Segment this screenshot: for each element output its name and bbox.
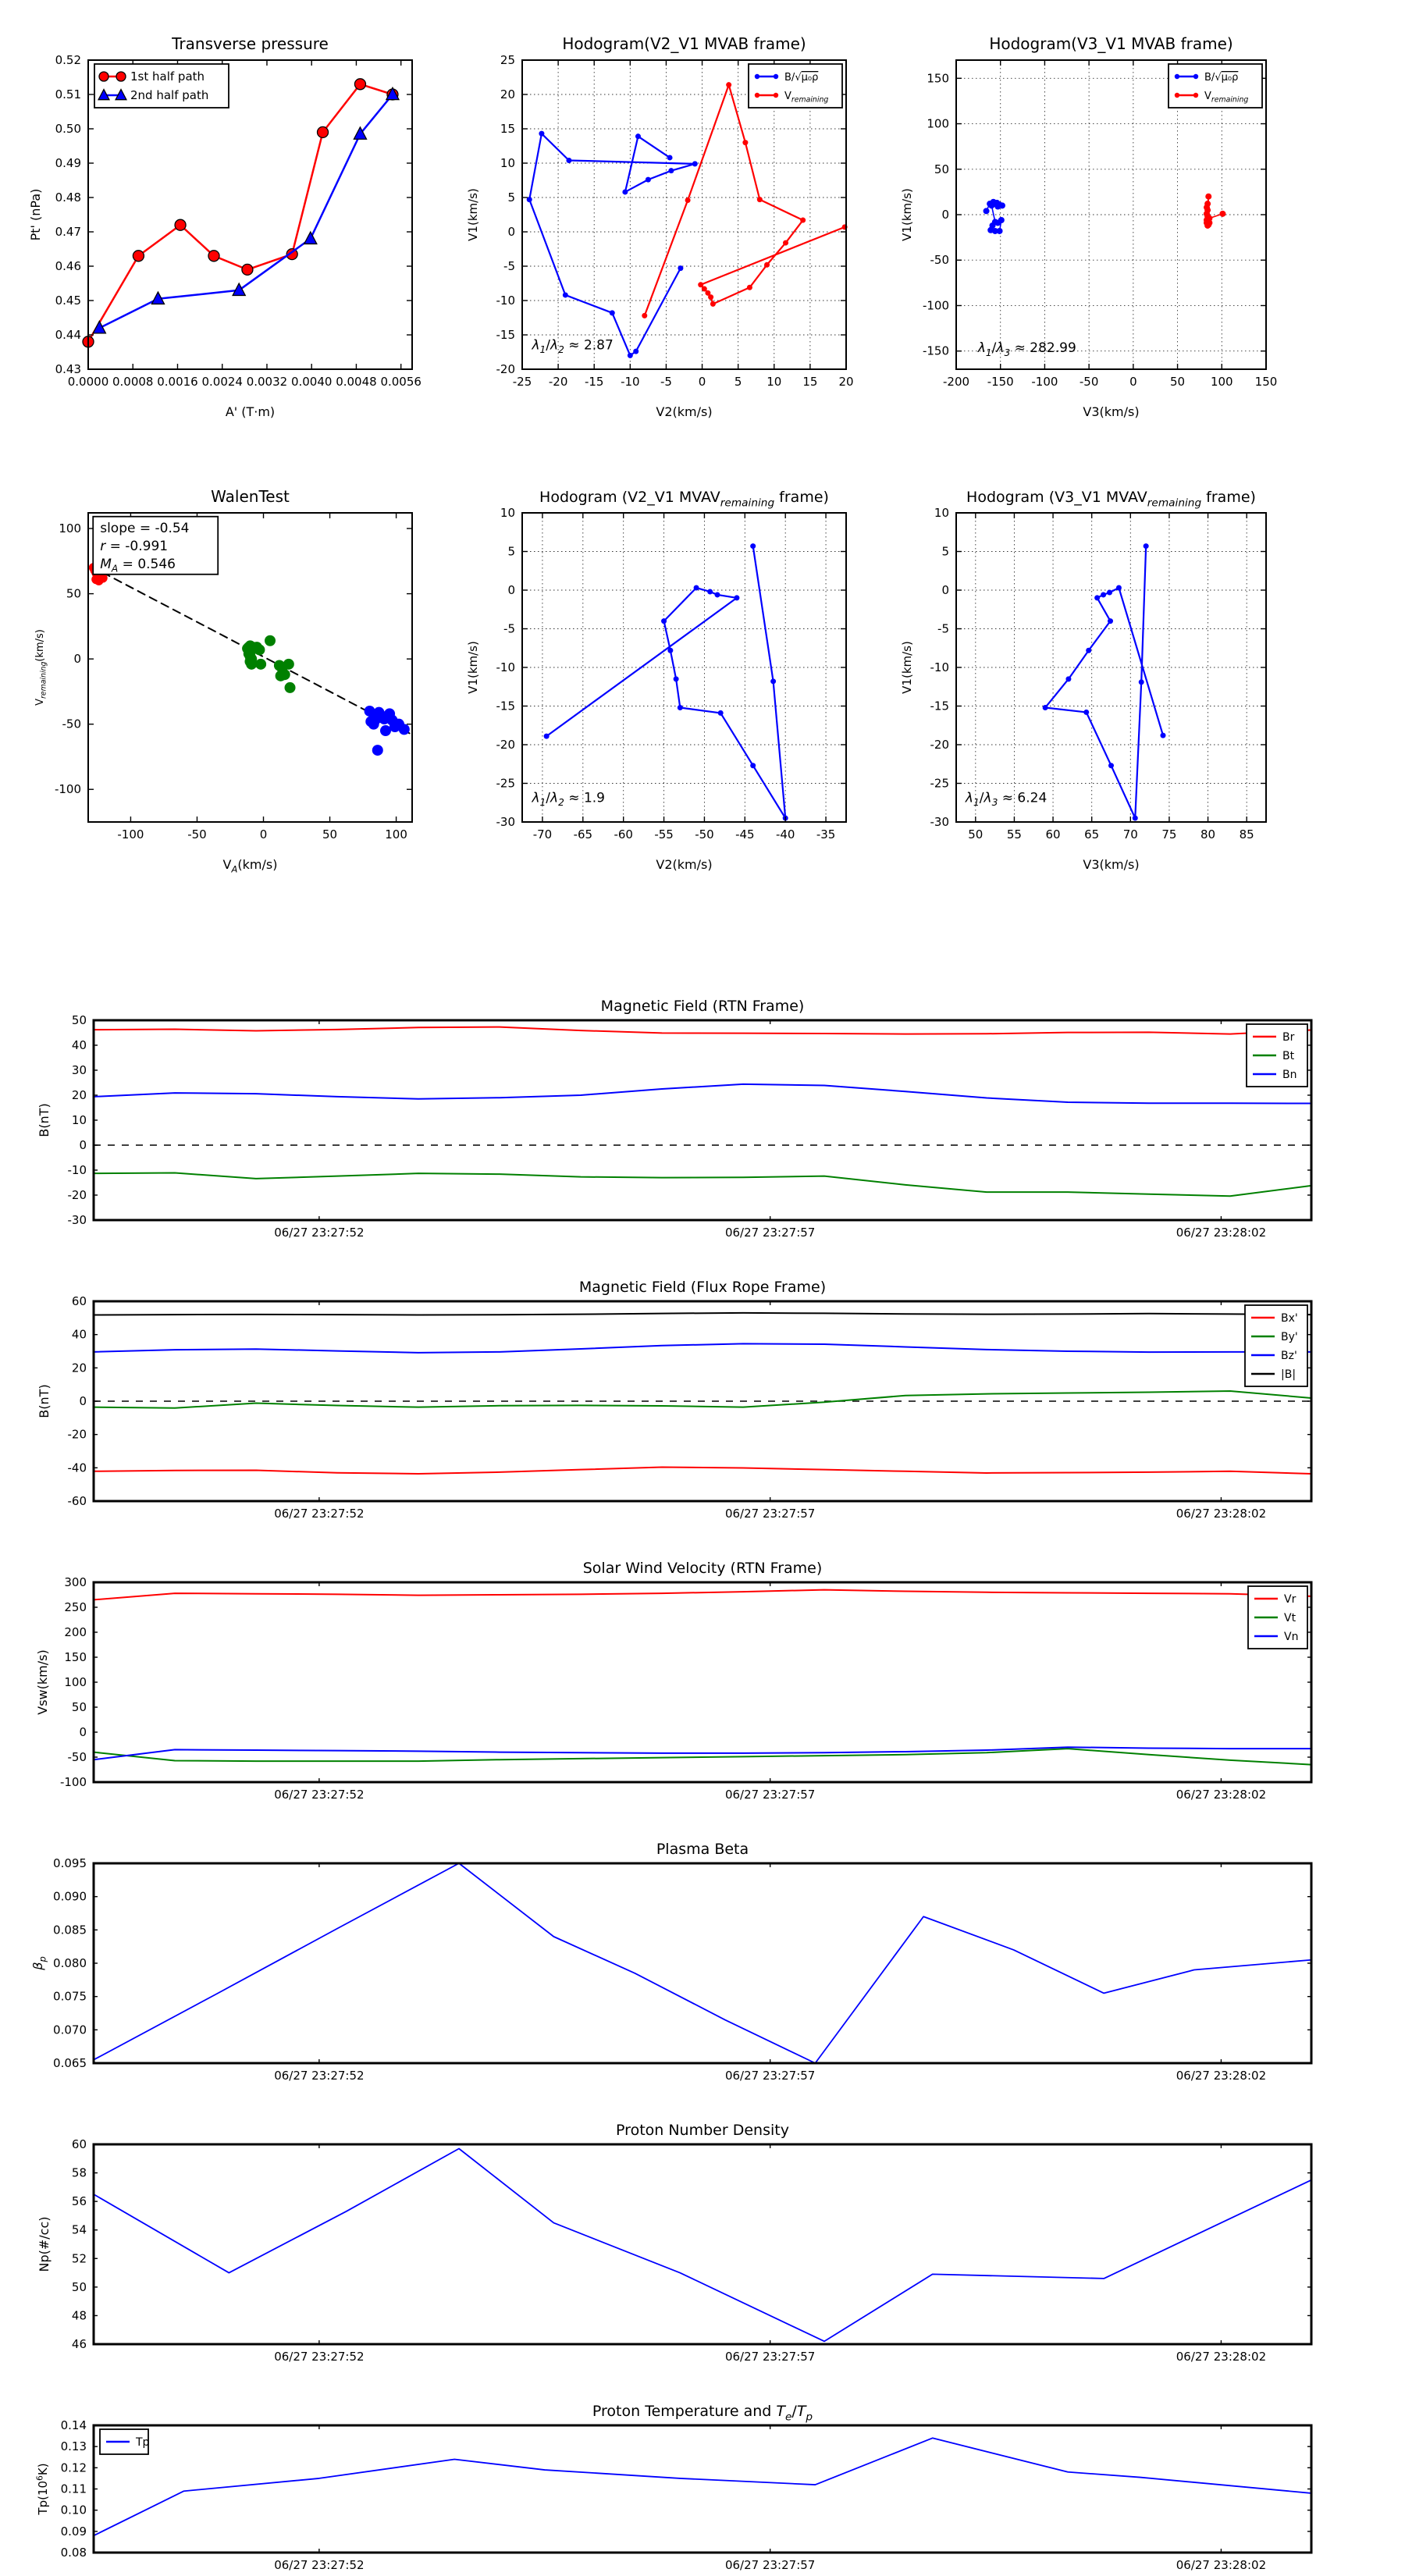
svg-text:0.45: 0.45	[55, 294, 81, 308]
svg-text:30: 30	[71, 1063, 87, 1077]
svg-text:2nd half path: 2nd half path	[130, 88, 209, 102]
svg-text:Bn: Bn	[1282, 1069, 1297, 1081]
svg-text:-60: -60	[614, 827, 633, 841]
svg-text:-10: -10	[496, 660, 515, 674]
svg-text:-200: -200	[942, 375, 970, 389]
svg-text:54: 54	[71, 2222, 87, 2237]
svg-text:-60: -60	[67, 1494, 87, 1508]
svg-text:5: 5	[507, 190, 515, 205]
svg-text:Magnetic Field (RTN Frame): Magnetic Field (RTN Frame)	[600, 998, 805, 1015]
svg-text:06/27 23:27:52: 06/27 23:27:52	[274, 2069, 365, 2083]
svg-text:55: 55	[1006, 827, 1022, 841]
svg-text:0.0040: 0.0040	[290, 375, 333, 389]
svg-text:06/27 23:28:02: 06/27 23:28:02	[1176, 1226, 1267, 1240]
svg-text:0.075: 0.075	[53, 1989, 87, 2004]
svg-text:06/27 23:27:52: 06/27 23:27:52	[274, 2558, 365, 2572]
svg-text:0.0032: 0.0032	[246, 375, 288, 389]
svg-text:0: 0	[941, 208, 949, 222]
svg-text:-100: -100	[922, 298, 949, 313]
svg-text:λ1/λ2 ≈ 2.87: $\lambda_1/\lambda_2 \approx 2.87$	[532, 337, 614, 356]
svg-text:300: 300	[64, 1575, 87, 1589]
svg-text:0.47: 0.47	[55, 225, 81, 239]
svg-text:20: 20	[71, 1088, 87, 1102]
svg-text:100: 100	[64, 1675, 87, 1689]
svg-text:0.0016: 0.0016	[157, 375, 198, 389]
svg-text:0.11: 0.11	[60, 2482, 87, 2496]
svg-text:-150: -150	[922, 343, 949, 358]
svg-text:-15: -15	[496, 699, 515, 713]
svg-text:Vsw(km/s): Vsw(km/s)	[35, 1649, 50, 1715]
svg-text:-25: -25	[496, 776, 515, 791]
svg-text:0.085: 0.085	[53, 1923, 87, 1937]
svg-text:V1(km/s): V1(km/s)	[900, 641, 914, 694]
svg-text:-5: -5	[503, 621, 515, 636]
svg-text:0: 0	[79, 1725, 87, 1739]
svg-text:56: 56	[71, 2194, 87, 2209]
svg-text:-20: -20	[67, 1188, 87, 1202]
svg-text:75: 75	[1161, 827, 1177, 841]
svg-text:15: 15	[802, 375, 818, 389]
svg-text:50: 50	[934, 162, 949, 176]
svg-text:60: 60	[71, 1294, 87, 1308]
svg-text:-40: -40	[775, 827, 795, 841]
svg-text:Np(#/cc): Np(#/cc)	[37, 2216, 52, 2272]
svg-text:-100: -100	[54, 782, 81, 797]
svg-text:10: 10	[500, 506, 515, 520]
svg-text:-30: -30	[496, 815, 515, 829]
svg-text:52: 52	[71, 2251, 87, 2266]
svg-text:06/27 23:28:02: 06/27 23:28:02	[1176, 1507, 1267, 1521]
svg-text:βp: $\beta_p$	[30, 1956, 48, 1970]
svg-text:Bx': Bx'	[1281, 1312, 1298, 1325]
svg-text:150: 150	[927, 71, 949, 86]
svg-text:60: 60	[71, 2137, 87, 2151]
svg-text:Br: Br	[1282, 1031, 1295, 1044]
svg-text:40: 40	[71, 1038, 87, 1052]
svg-text:10: 10	[767, 375, 782, 389]
svg-text:-10: -10	[621, 375, 640, 389]
svg-text:10: 10	[500, 156, 515, 170]
svg-text:MA = 0.546: $M_A = 0.546$	[100, 556, 176, 575]
svg-text:Proton Number Density: Proton Number Density	[616, 2122, 789, 2139]
svg-text:250: 250	[64, 1600, 87, 1614]
svg-text:85: 85	[1239, 827, 1254, 841]
svg-text:-10: -10	[67, 1163, 87, 1177]
svg-text:20: 20	[500, 87, 515, 101]
svg-text:-5: -5	[660, 375, 672, 389]
svg-text:0.52: 0.52	[55, 53, 81, 67]
svg-text:-100: -100	[1031, 375, 1058, 389]
svg-text:06/27 23:27:57: 06/27 23:27:57	[724, 2350, 816, 2364]
svg-text:10: 10	[71, 1113, 87, 1127]
svg-text:06/27 23:27:52: 06/27 23:27:52	[274, 2350, 365, 2364]
svg-text:slope = -0.54: slope = -0.54	[100, 520, 190, 536]
svg-text:06/27 23:27:57: 06/27 23:27:57	[724, 2558, 816, 2572]
svg-text:06/27 23:28:02: 06/27 23:28:02	[1176, 1788, 1267, 1802]
svg-text:100: 100	[59, 521, 81, 536]
svg-text:0: 0	[507, 583, 515, 597]
svg-text:A' (T·m): A' (T·m)	[225, 404, 276, 419]
svg-text:-35: -35	[816, 827, 836, 841]
svg-text:0: 0	[79, 1394, 87, 1408]
svg-text:V2(km/s): V2(km/s)	[656, 857, 713, 872]
svg-text:0.10: 0.10	[60, 2503, 87, 2517]
svg-text:06/27 23:28:02: 06/27 23:28:02	[1176, 2558, 1267, 2572]
svg-text:48: 48	[71, 2308, 87, 2323]
svg-text:-20: -20	[548, 375, 568, 389]
svg-text:0.43: 0.43	[55, 362, 81, 376]
svg-text:λ1/λ2 ≈ 1.9: $\lambda_1/\lambda_2 \approx 1.9$	[532, 790, 605, 809]
svg-text:-50: -50	[187, 827, 207, 841]
svg-text:06/27 23:27:52: 06/27 23:27:52	[274, 1788, 365, 1802]
svg-text:0.08: 0.08	[60, 2546, 87, 2560]
svg-text:5: 5	[734, 375, 742, 389]
svg-text:0.46: 0.46	[55, 259, 81, 273]
svg-text:-50: -50	[67, 1750, 87, 1764]
svg-text:06/27 23:27:57: 06/27 23:27:57	[724, 2069, 816, 2083]
svg-text:50: 50	[968, 827, 984, 841]
svg-text:0: 0	[941, 583, 949, 597]
svg-text:0.44: 0.44	[55, 328, 81, 342]
svg-text:50: 50	[71, 1013, 87, 1027]
svg-text:5: 5	[507, 544, 515, 559]
svg-text:Pt' (nPa): Pt' (nPa)	[28, 188, 43, 241]
svg-text:0.0008: 0.0008	[112, 375, 154, 389]
svg-text:0: 0	[73, 652, 81, 667]
svg-text:70: 70	[1122, 827, 1138, 841]
svg-text:Vr: Vr	[1284, 1593, 1297, 1606]
svg-text:80: 80	[1200, 827, 1216, 841]
svg-text:100: 100	[1210, 375, 1233, 389]
svg-text:65: 65	[1084, 827, 1100, 841]
svg-text:Vn: Vn	[1284, 1631, 1299, 1643]
svg-text:50: 50	[322, 827, 338, 841]
svg-text:Proton Temperature and Te/Tp: Proton Temperature and $T_e/T_p$	[592, 2403, 813, 2424]
svg-text:50: 50	[1170, 375, 1186, 389]
svg-text:0.070: 0.070	[53, 2023, 87, 2037]
svg-text:20: 20	[838, 375, 854, 389]
svg-text:Hodogram(V2_V1 MVAB frame): Hodogram(V2_V1 MVAB frame)	[562, 34, 806, 53]
svg-text:0.14: 0.14	[60, 2418, 87, 2432]
svg-text:50: 50	[66, 586, 81, 601]
svg-text:06/27 23:27:57: 06/27 23:27:57	[724, 1226, 816, 1240]
svg-text:150: 150	[1254, 375, 1278, 389]
svg-text:Vt: Vt	[1284, 1612, 1297, 1624]
svg-text:Bt: Bt	[1282, 1050, 1295, 1062]
svg-text:-25: -25	[930, 776, 949, 791]
svg-text:Magnetic Field (Flux Rope Fram: Magnetic Field (Flux Rope Frame)	[578, 1279, 827, 1296]
svg-text:150: 150	[64, 1650, 87, 1664]
svg-text:-10: -10	[930, 660, 949, 674]
svg-text:-100: -100	[117, 827, 144, 841]
svg-text:V3(km/s): V3(km/s)	[1083, 404, 1140, 419]
svg-text:0.51: 0.51	[55, 87, 81, 101]
svg-text:|B|: |B|	[1281, 1368, 1297, 1381]
svg-text:-15: -15	[496, 328, 515, 342]
svg-text:100: 100	[385, 827, 407, 841]
svg-text:-70: -70	[532, 827, 553, 841]
svg-text:06/27 23:27:57: 06/27 23:27:57	[724, 1507, 816, 1521]
svg-text:B(nT): B(nT)	[37, 1103, 52, 1137]
svg-text:Bz': Bz'	[1281, 1350, 1297, 1362]
svg-text:0.095: 0.095	[53, 1856, 87, 1870]
svg-text:-10: -10	[496, 294, 515, 308]
svg-text:-50: -50	[1079, 375, 1099, 389]
svg-text:-5: -5	[937, 621, 949, 636]
svg-text:-15: -15	[930, 699, 949, 713]
svg-text:By': By'	[1281, 1331, 1298, 1343]
svg-text:Tp: Tp	[136, 2436, 150, 2449]
svg-text:0.09: 0.09	[60, 2524, 87, 2539]
svg-text:0.065: 0.065	[53, 2056, 87, 2070]
svg-text:50: 50	[71, 2279, 87, 2294]
svg-text:0.0048: 0.0048	[336, 375, 377, 389]
svg-text:-65: -65	[573, 827, 593, 841]
svg-text:V2(km/s): V2(km/s)	[656, 404, 713, 419]
svg-text:Hodogram(V3_V1 MVAB frame): Hodogram(V3_V1 MVAB frame)	[989, 34, 1233, 53]
svg-text:-100: -100	[59, 1775, 87, 1789]
svg-text:06/27 23:28:02: 06/27 23:28:02	[1176, 2350, 1267, 2364]
svg-text:0: 0	[1129, 375, 1137, 389]
svg-text:60: 60	[1045, 827, 1061, 841]
svg-text:-50: -50	[62, 717, 81, 731]
svg-text:0.0000: 0.0000	[67, 375, 109, 389]
svg-text:Hodogram (V2_V1 MVAVremaining: Hodogram (V2_V1 $MVAV_{remaining}$ frame)	[539, 489, 829, 510]
svg-text:25: 25	[500, 53, 515, 67]
svg-text:0.080: 0.080	[53, 1956, 87, 1970]
svg-text:-20: -20	[496, 362, 515, 376]
svg-text:Solar Wind Velocity (RTN Frame: Solar Wind Velocity (RTN Frame)	[582, 1560, 823, 1577]
svg-text:B(nT): B(nT)	[37, 1384, 52, 1418]
svg-text:06/27 23:28:02: 06/27 23:28:02	[1176, 2069, 1267, 2083]
svg-text:-25: -25	[512, 375, 532, 389]
svg-text:-50: -50	[930, 253, 949, 268]
svg-text:40: 40	[71, 1327, 87, 1342]
svg-text:0: 0	[507, 225, 515, 239]
svg-text:B/√μ₀ρ: B/√μ₀ρ	[784, 72, 819, 84]
svg-text:V1(km/s): V1(km/s)	[466, 188, 480, 241]
svg-text:06/27 23:27:57: 06/27 23:27:57	[724, 1788, 816, 1802]
svg-text:-20: -20	[496, 738, 515, 752]
svg-text:Plasma Beta: Plasma Beta	[656, 1841, 749, 1858]
svg-text:Vremaining: $V_{remaining}$	[1204, 91, 1249, 105]
svg-text:λ1/λ3 ≈ 282.99: $\lambda_1/\lambda_3 \approx 282.99$	[977, 340, 1076, 358]
svg-text:Tp(106K): $Tp(10^6K)$	[34, 2463, 50, 2515]
svg-text:-30: -30	[930, 815, 949, 829]
svg-text:20: 20	[71, 1361, 87, 1375]
svg-text:-30: -30	[67, 1213, 87, 1227]
svg-text:WalenTest: WalenTest	[211, 487, 290, 506]
svg-text:-5: -5	[503, 259, 515, 273]
svg-text:λ1/λ3 ≈ 6.24: $\lambda_1/\lambda_3 \approx 6.24$	[965, 790, 1048, 809]
svg-text:15: 15	[500, 122, 515, 136]
svg-text:V1(km/s): V1(km/s)	[466, 641, 480, 694]
svg-text:-20: -20	[67, 1427, 87, 1442]
svg-text:V1(km/s): V1(km/s)	[900, 188, 914, 241]
svg-text:Hodogram (V3_V1 MVAVremaining: Hodogram (V3_V1 $MVAV_{remaining}$ frame)	[966, 489, 1256, 510]
svg-text:Vremaining(km/s): $V_{remaining}(km/s)$	[34, 629, 48, 706]
svg-text:0.50: 0.50	[55, 122, 81, 136]
svg-text:Transverse pressure: Transverse pressure	[172, 34, 329, 53]
svg-text:10: 10	[934, 506, 949, 520]
svg-text:0.12: 0.12	[60, 2460, 87, 2475]
svg-text:0: 0	[698, 375, 706, 389]
svg-text:r = -0.991: r = -0.991	[100, 538, 169, 554]
svg-text:5: 5	[941, 544, 949, 559]
svg-text:-150: -150	[987, 375, 1014, 389]
svg-text:06/27 23:27:52: 06/27 23:27:52	[274, 1226, 365, 1240]
svg-text:0.0024: 0.0024	[201, 375, 243, 389]
svg-text:100: 100	[927, 116, 949, 131]
svg-text:0.0056: 0.0056	[380, 375, 422, 389]
svg-text:-55: -55	[654, 827, 674, 841]
svg-text:Vremaining: $V_{remaining}$	[784, 91, 829, 105]
svg-text:1st half path: 1st half path	[130, 69, 205, 84]
svg-text:58: 58	[71, 2165, 87, 2180]
svg-text:50: 50	[71, 1700, 87, 1714]
svg-text:200: 200	[64, 1625, 87, 1639]
svg-text:0.13: 0.13	[60, 2439, 87, 2454]
svg-text:-20: -20	[930, 738, 949, 752]
svg-text:-50: -50	[695, 827, 714, 841]
svg-text:-40: -40	[67, 1461, 87, 1475]
svg-text:0.090: 0.090	[53, 1889, 87, 1904]
svg-text:VA(km/s): $V_A(km/s)$	[222, 857, 278, 875]
svg-text:0.49: 0.49	[55, 156, 81, 170]
svg-text:46: 46	[71, 2337, 87, 2351]
svg-text:-15: -15	[584, 375, 604, 389]
svg-text:0: 0	[79, 1138, 87, 1152]
svg-text:0.48: 0.48	[55, 190, 81, 205]
svg-text:0: 0	[259, 827, 268, 841]
svg-text:06/27 23:27:52: 06/27 23:27:52	[274, 1507, 365, 1521]
svg-text:V3(km/s): V3(km/s)	[1083, 857, 1140, 872]
svg-text:-45: -45	[735, 827, 755, 841]
svg-text:B/√μ₀ρ: B/√μ₀ρ	[1204, 72, 1239, 84]
